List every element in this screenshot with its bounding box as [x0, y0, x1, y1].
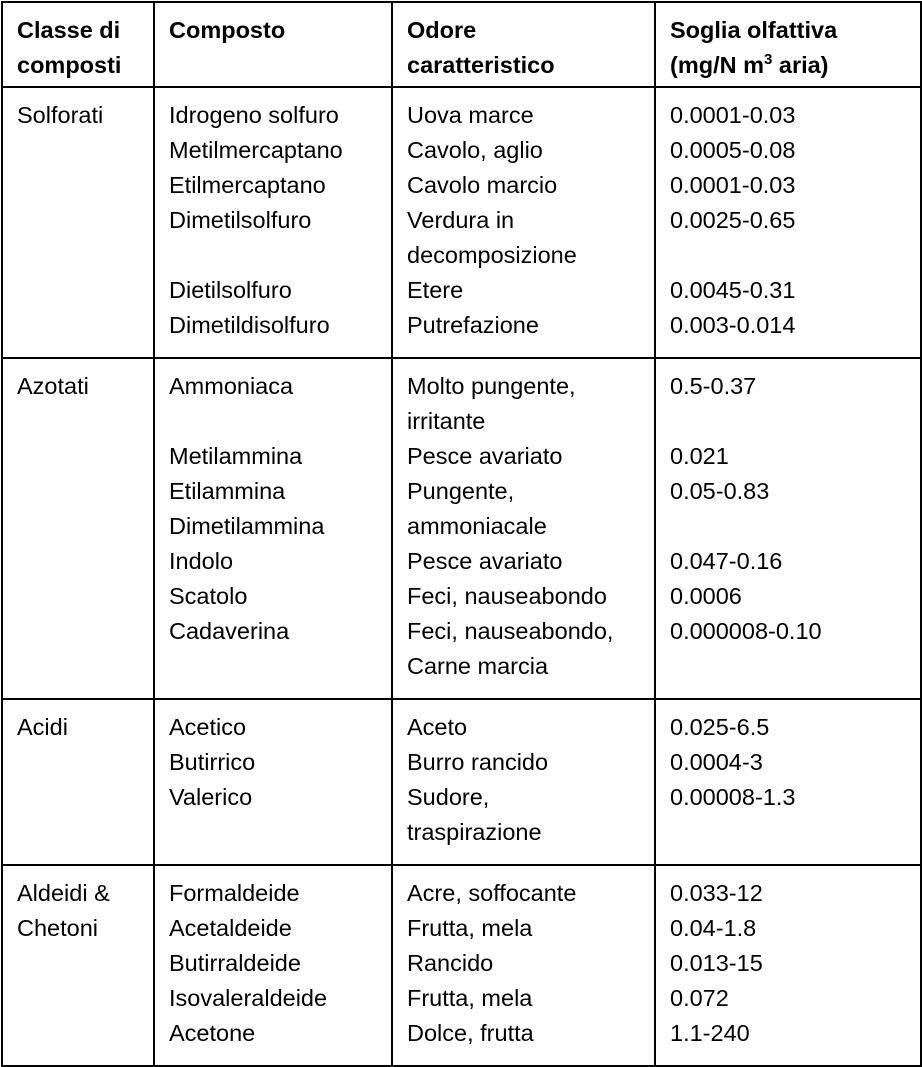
odor-line: decomposizione	[407, 242, 577, 268]
threshold-line: 0.00008-1.3	[670, 784, 796, 810]
class-cell	[2, 865, 154, 1066]
compound-line: Metilammina	[169, 443, 303, 469]
odor-line: Burro rancido	[407, 749, 549, 775]
compound-line	[169, 649, 391, 684]
threshold-line: 0.047-0.16	[670, 548, 783, 574]
threshold-line: 0.0045-0.31	[670, 277, 796, 303]
header-compound	[154, 2, 392, 87]
class-line: Solforati	[17, 102, 104, 128]
compound-line: Ammoniaca	[169, 373, 294, 399]
odor-line: Frutta, mela	[407, 985, 533, 1011]
threshold-line: 0.0005-0.08	[670, 137, 796, 163]
compound-line: Acetone	[169, 1020, 256, 1046]
odor-line: Pesce avariato	[407, 443, 563, 469]
compound-line: Butirrico	[169, 749, 256, 775]
odor-line: Putrefazione	[407, 312, 539, 338]
header-row	[2, 2, 921, 87]
threshold-line: 0.05-0.83	[670, 478, 770, 504]
threshold-line: 0.0001-0.03	[670, 172, 796, 198]
odor-line: Cavolo, aglio	[407, 137, 543, 163]
odor-line: Frutta, mela	[407, 915, 533, 941]
compound-line: Etilmercaptano	[169, 172, 326, 198]
odor-line: Feci, nauseabondo,	[407, 618, 614, 644]
table-row	[2, 358, 921, 699]
threshold-line: 0.5-0.37	[670, 373, 757, 399]
header-class	[2, 2, 154, 87]
odor-line: Acre, soffocante	[407, 880, 577, 906]
compound-line: Idrogeno solfuro	[169, 102, 339, 128]
odor-line: Dolce, frutta	[407, 1020, 534, 1046]
class-line: Chetoni	[17, 915, 98, 941]
table-row	[2, 865, 921, 1066]
header-class-line: Classe di	[17, 17, 121, 43]
header-odor	[392, 2, 655, 87]
compound-cell	[154, 87, 392, 358]
compound-line: Metilmercaptano	[169, 137, 343, 163]
threshold-line: 1.1-240	[670, 1020, 750, 1046]
unit-suffix: aria)	[772, 52, 829, 78]
compound-line: Etilammina	[169, 478, 286, 504]
compound-line: Butirraldeide	[169, 950, 301, 976]
threshold-line: 0.072	[670, 985, 729, 1011]
threshold-line: 0.0004-3	[670, 749, 763, 775]
unit-superscript: 3	[764, 51, 773, 69]
header-threshold	[655, 2, 921, 87]
class-cell	[2, 358, 154, 699]
odor-threshold-table	[1, 1, 922, 1067]
odor-line: Feci, nauseabondo	[407, 583, 607, 609]
odor-line: Cavolo marcio	[407, 172, 558, 198]
table-row	[2, 87, 921, 358]
threshold-line: 0.0025-0.65	[670, 207, 796, 233]
threshold-line	[670, 815, 920, 850]
odor-line: Uova marce	[407, 102, 534, 128]
class-cell	[2, 699, 154, 865]
threshold-line: 0.013-15	[670, 950, 763, 976]
compound-line: Dietilsolfuro	[169, 277, 292, 303]
header-compound-line: Composto	[169, 17, 286, 43]
threshold-line	[670, 404, 920, 439]
odor-line: Pungente,	[407, 478, 515, 504]
odor-line: Rancido	[407, 950, 494, 976]
threshold-cell	[655, 358, 921, 699]
compound-line: Formaldeide	[169, 880, 300, 906]
compound-line: Scatolo	[169, 583, 248, 609]
odor-line: Etere	[407, 277, 464, 303]
odor-line: irritante	[407, 408, 486, 434]
threshold-cell	[655, 87, 921, 358]
odor-line: Sudore,	[407, 784, 490, 810]
compound-line: Acetico	[169, 714, 247, 740]
odor-cell	[392, 87, 655, 358]
header-odor-line: Odore	[407, 17, 477, 43]
threshold-cell	[655, 865, 921, 1066]
table-body	[2, 2, 921, 1066]
odor-line: Aceto	[407, 714, 468, 740]
class-line: Azotati	[17, 373, 89, 399]
odor-cell	[392, 865, 655, 1066]
threshold-line: 0.000008-0.10	[670, 618, 822, 644]
odor-line: Carne marcia	[407, 653, 549, 679]
class-line: Acidi	[17, 714, 68, 740]
compound-line: Cadaverina	[169, 618, 290, 644]
odor-line: ammoniacale	[407, 513, 547, 539]
threshold-line: 0.003-0.014	[670, 312, 796, 338]
header-class-line: composti	[17, 52, 122, 78]
compound-line: Indolo	[169, 548, 234, 574]
compound-line: Valerico	[169, 784, 253, 810]
threshold-cell	[655, 699, 921, 865]
compound-line: Acetaldeide	[169, 915, 292, 941]
header-threshold-line: Soglia olfattiva	[670, 17, 838, 43]
threshold-line: 0.04-1.8	[670, 915, 757, 941]
compound-line: Dimetilsolfuro	[169, 207, 312, 233]
compound-line: Isovaleraldeide	[169, 985, 328, 1011]
compound-line: Dimetilammina	[169, 513, 325, 539]
compound-line	[169, 238, 391, 273]
compound-line: Dimetildisolfuro	[169, 312, 330, 338]
compound-line	[169, 404, 391, 439]
odor-line: Pesce avariato	[407, 548, 563, 574]
threshold-line: 0.025-6.5	[670, 714, 770, 740]
compound-cell	[154, 699, 392, 865]
odor-line: Molto pungente,	[407, 373, 576, 399]
odor-cell	[392, 358, 655, 699]
threshold-line: 0.021	[670, 443, 729, 469]
class-line: Aldeidi &	[17, 880, 110, 906]
compound-cell	[154, 358, 392, 699]
threshold-line	[670, 509, 920, 544]
odor-line: traspirazione	[407, 819, 542, 845]
threshold-line: 0.033-12	[670, 880, 763, 906]
threshold-line	[670, 238, 920, 273]
header-threshold-unit	[670, 48, 920, 83]
threshold-line: 0.0006	[670, 583, 742, 609]
class-cell	[2, 87, 154, 358]
odor-cell	[392, 699, 655, 865]
compound-cell	[154, 865, 392, 1066]
table-row	[2, 699, 921, 865]
header-odor-line: caratteristico	[407, 52, 555, 78]
threshold-line: 0.0001-0.03	[670, 102, 796, 128]
unit-prefix: (mg/N m	[670, 52, 764, 78]
threshold-line	[670, 649, 920, 684]
odor-line: Verdura in	[407, 207, 515, 233]
compound-line	[169, 815, 391, 850]
